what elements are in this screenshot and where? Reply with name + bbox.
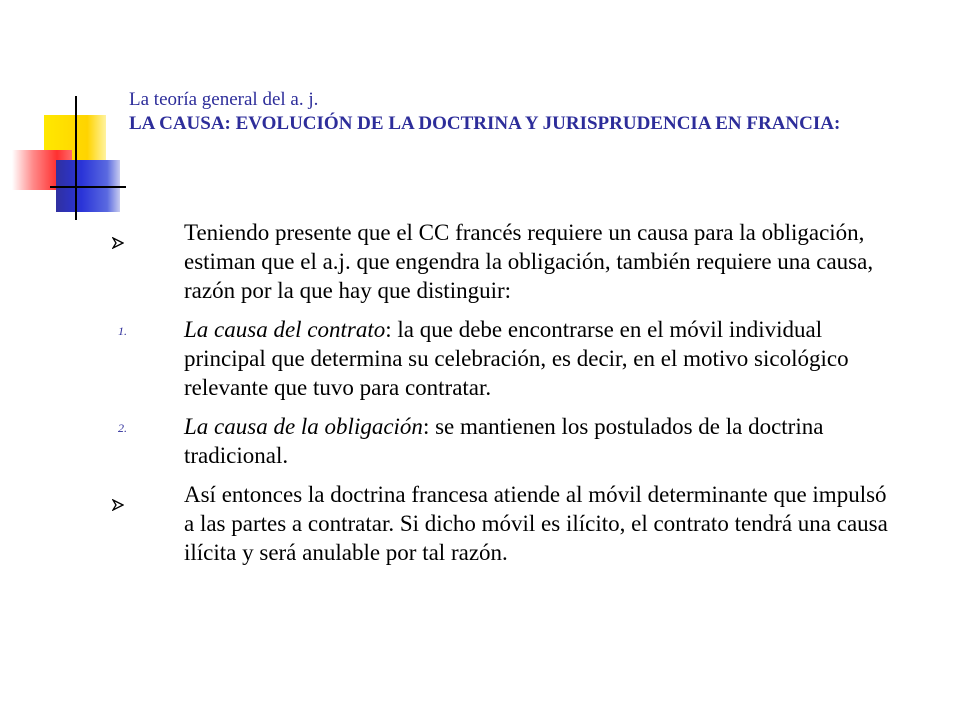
title-line-2: LA CAUSA: EVOLUCIÓN DE LA DOCTRINA Y JURISPRUDENCIA EN FRANCIA: xyxy=(129,113,841,134)
bullet-item xyxy=(110,218,900,305)
decorative-logo xyxy=(0,0,130,230)
numbered-item xyxy=(110,315,900,402)
bullet-item xyxy=(110,480,900,567)
title-line-1: La teoría general del a. j. xyxy=(129,89,319,110)
item-emphasis: La causa de la obligación xyxy=(184,414,423,439)
item-number: 1. xyxy=(118,324,127,338)
item-text: : se mantienen los postulados de la doctrina tradicional. xyxy=(184,414,824,468)
item-text: : la que debe encontrarse en el móvil individual principal que determina su celebración, es decir, en el motivo sicológico relevante que tuvo para contratar. xyxy=(184,317,849,400)
bullet-text: Teniendo presente que el CC francés requiere un causa para la obligación, estiman que el a.j. que engendra la obligación, también requiere una causa, razón por la que hay que distinguir: xyxy=(184,220,874,303)
arrow-bullet-icon xyxy=(112,489,124,518)
numbered-item xyxy=(110,412,900,470)
item-emphasis: La causa del contrato xyxy=(184,317,386,342)
arrow-bullet-icon xyxy=(112,227,124,256)
logo-vertical-line xyxy=(75,96,77,220)
logo-horizontal-line xyxy=(50,186,126,188)
item-number: 2. xyxy=(118,421,127,435)
slide-title xyxy=(129,88,919,136)
bullet-text: Así entonces la doctrina francesa atiende al móvil determinante que impulsó a las partes a contratar. Si dicho móvil es ilícito, el contrato tendrá una causa ilícita y será anulable por tal razón. xyxy=(184,482,888,565)
slide-body xyxy=(110,218,900,577)
